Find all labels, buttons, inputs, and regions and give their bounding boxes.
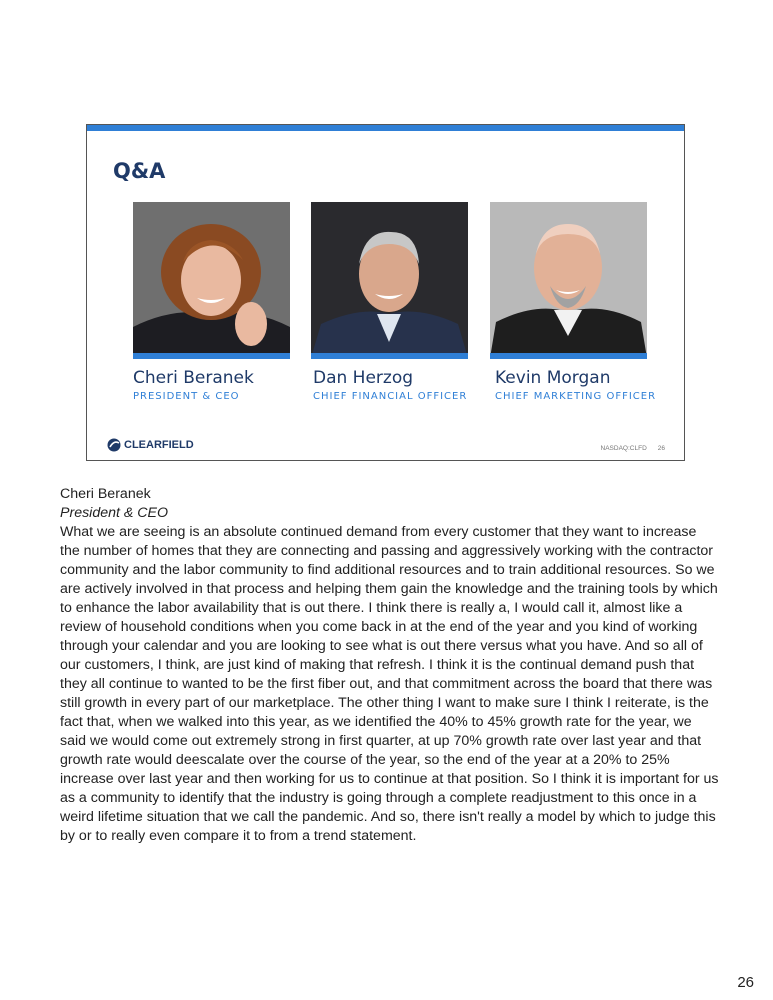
footer-page-number: 26 <box>657 445 665 452</box>
slide-top-bar <box>87 125 684 131</box>
clearfield-logo-icon <box>107 438 121 452</box>
photo-bar <box>311 353 468 359</box>
person-name: Kevin Morgan <box>495 368 611 388</box>
slide-title: Q&A <box>113 159 166 183</box>
slide-image <box>86 124 685 461</box>
slide-footer <box>601 445 665 452</box>
person-title: PRESIDENT & CEO <box>133 391 240 402</box>
photo-dan-herzog <box>311 202 468 358</box>
footer-ticker: NASDAQ:CLFD <box>600 445 647 452</box>
speaker-role: President & CEO <box>60 505 169 521</box>
person-title: CHIEF MARKETING OFFICER <box>495 391 657 402</box>
clearfield-logo <box>107 438 194 452</box>
photo-bar <box>133 353 290 359</box>
photo-kevin-morgan <box>490 202 647 358</box>
person-name: Dan Herzog <box>313 368 414 388</box>
person-name: Cheri Beranek <box>133 368 254 388</box>
speaker-name: Cheri Beranek <box>60 486 151 502</box>
transcript <box>60 485 720 846</box>
photo-bar <box>490 353 647 359</box>
page-number: 26 <box>737 974 754 991</box>
logo-text: CLEARFIELD <box>124 439 194 451</box>
person-title: CHIEF FINANCIAL OFFICER <box>313 391 468 402</box>
transcript-body: What we are seeing is an absolute continued demand from every customer that they want to increase the number of homes that they are connecting and passing and aggressively working with the contractor community and the labor community to find additional resources and to train additional resources. So we are actively involved in that process and helping them gain the knowledge and the training tools by which to enhance the labor availability that is out there. I think there is really a, I would call it, almost like a review of household conditions when you come back in at the end of the year and you kind of working through your calendar and you are looking to see what is out there versus what you have. And so all of our customers, I think, are just kind of making that refresh. I think it is the continual demand push that they all continue to wanted to be the first fiber out, and that commitment across the board that there was still growth in every part of our marketplace. The other thing I want to make sure I think I reiterate, is the fact that, when we walked into this year, as we identified the 40% to 45% growth rate for the year, we said we would come out extremely strong in first quarter, at up 70% growth rate over last year and that growth rate would deescalate over the course of the year, so the end of the year at a 20% to 25% increase over last year and then working for us to continue at that position. So I think it is important for us as a community to identify that the industry is going through a complete readjustment to this once in a weird lifetime situation that we call the pandemic. And so, there isn't really a model by which to judge this by or to really even compare it to from a trend statement. <box>60 524 719 844</box>
photo-cheri-beranek <box>133 202 290 358</box>
